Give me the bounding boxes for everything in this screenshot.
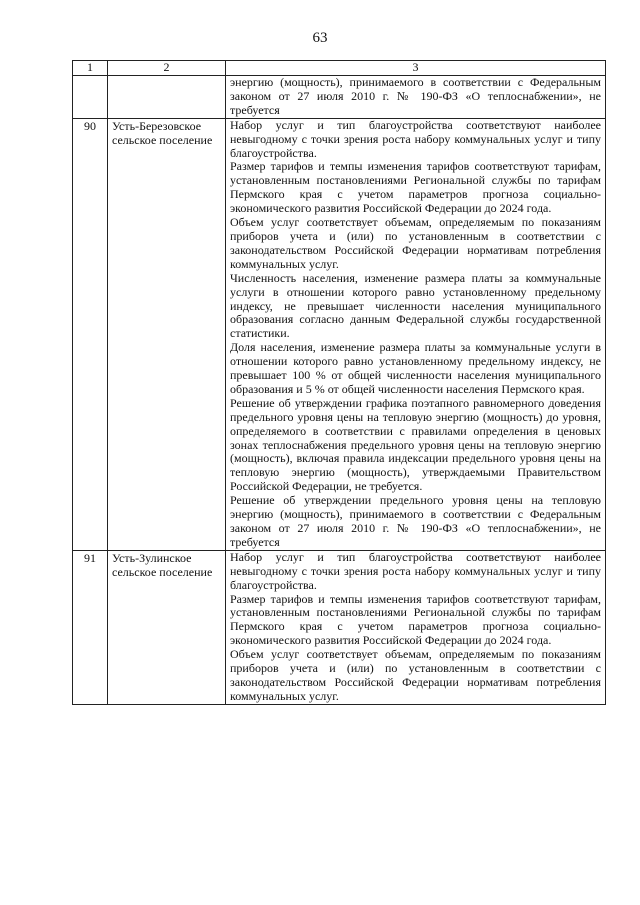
condition-paragraph: Набор услуг и тип благоустройства соответствуют наиболее невыгодному с точки зрения роста набору коммунальных услуг и типу благоустройства. [230,549,601,592]
condition-paragraph: Объем услуг соответствует объемам, определяемым по показаниям приборов учета и (или) по установленным в соответствии с законодательством Российской Федерации нормативам потребления коммунальных услуг. [230,647,601,703]
table-row [73,118,606,550]
column-number-3: 3 [226,61,606,76]
column-number-1: 1 [73,61,108,76]
condition-paragraph: Размер тарифов и темпы изменения тарифов соответствуют тарифам, установленным постановлениями Региональной службы по тарифам Пермского края с учетом параметров прогноза социально-экономического развития Российской Федерации до 2024 года. [230,591,601,648]
table-header-row [73,61,606,76]
condition-paragraph: энергию (мощность), принимаемого в соответствии с Федеральным законом от 27 июля 2010 г. № 190-ФЗ «О теплоснабжении», не требуется [230,75,601,117]
tariff-table [72,60,606,705]
conditions-cell [226,76,606,119]
table-row [73,76,606,119]
row-number: 90 [73,118,108,550]
settlement-name [108,76,226,119]
row-number [73,76,108,119]
condition-paragraph: Решение об утверждении графика поэтапного равномерного доведения предельного уровня цены на тепловую энергию (мощность) до уровня, определяемого в соответствии с правилами определения в ценовых зонах теплоснабжения предельного уровня цены на тепловую энергию (мощность), включая правила индексации предельного уровня цены на тепловую энергию (мощность), утверждаемыми Правительством Российской Федерации, не требуется. [230,395,601,494]
conditions-cell [226,118,606,550]
settlement-name: Усть-Березовское сельское поселение [108,118,226,550]
condition-paragraph: Размер тарифов и темпы изменения тарифов соответствуют тарифам, установленным постановлениями Региональной службы по тарифам Пермского края с учетом параметров прогноза социально-экономического развития Российской Федерации до 2024 года. [230,159,601,216]
table-row [73,550,606,704]
settlement-name: Усть-Зулинское сельское поселение [108,550,226,704]
condition-paragraph: Объем услуг соответствует объемам, определяемым по показаниям приборов учета и (или) по установленным в соответствии с законодательством Российской Федерации нормативам потребления коммунальных услуг. [230,215,601,271]
condition-paragraph: Доля населения, изменение размера платы за коммунальные услуги в отношении которого равно установленному предельному индексу, не превышает 100 % от общей численности населения муниципального образования и 5 % от общей численности населения Пермского края. [230,340,601,396]
table-body [73,61,606,705]
condition-paragraph: Набор услуг и тип благоустройства соответствуют наиболее невыгодному с точки зрения роста набору коммунальных услуг и типу благоустройства. [230,117,601,160]
conditions-cell [226,550,606,704]
page-number: 63 [312,30,328,46]
condition-paragraph: Решение об утверждении предельного уровня цены на тепловую энергию (мощность), принимаемого в соответствии с Федеральным законом от 27 июля 2010 г. № 190-ФЗ «О теплоснабжении», не требуется [230,493,601,549]
condition-paragraph: Численность населения, изменение размера платы за коммунальные услуги в отношении которого равно установленному предельному индексу, не превышает численности населения муниципального образования согласно данным Федеральной службы государственной статистики. [230,270,601,341]
column-number-2: 2 [108,61,226,76]
row-number: 91 [73,550,108,704]
